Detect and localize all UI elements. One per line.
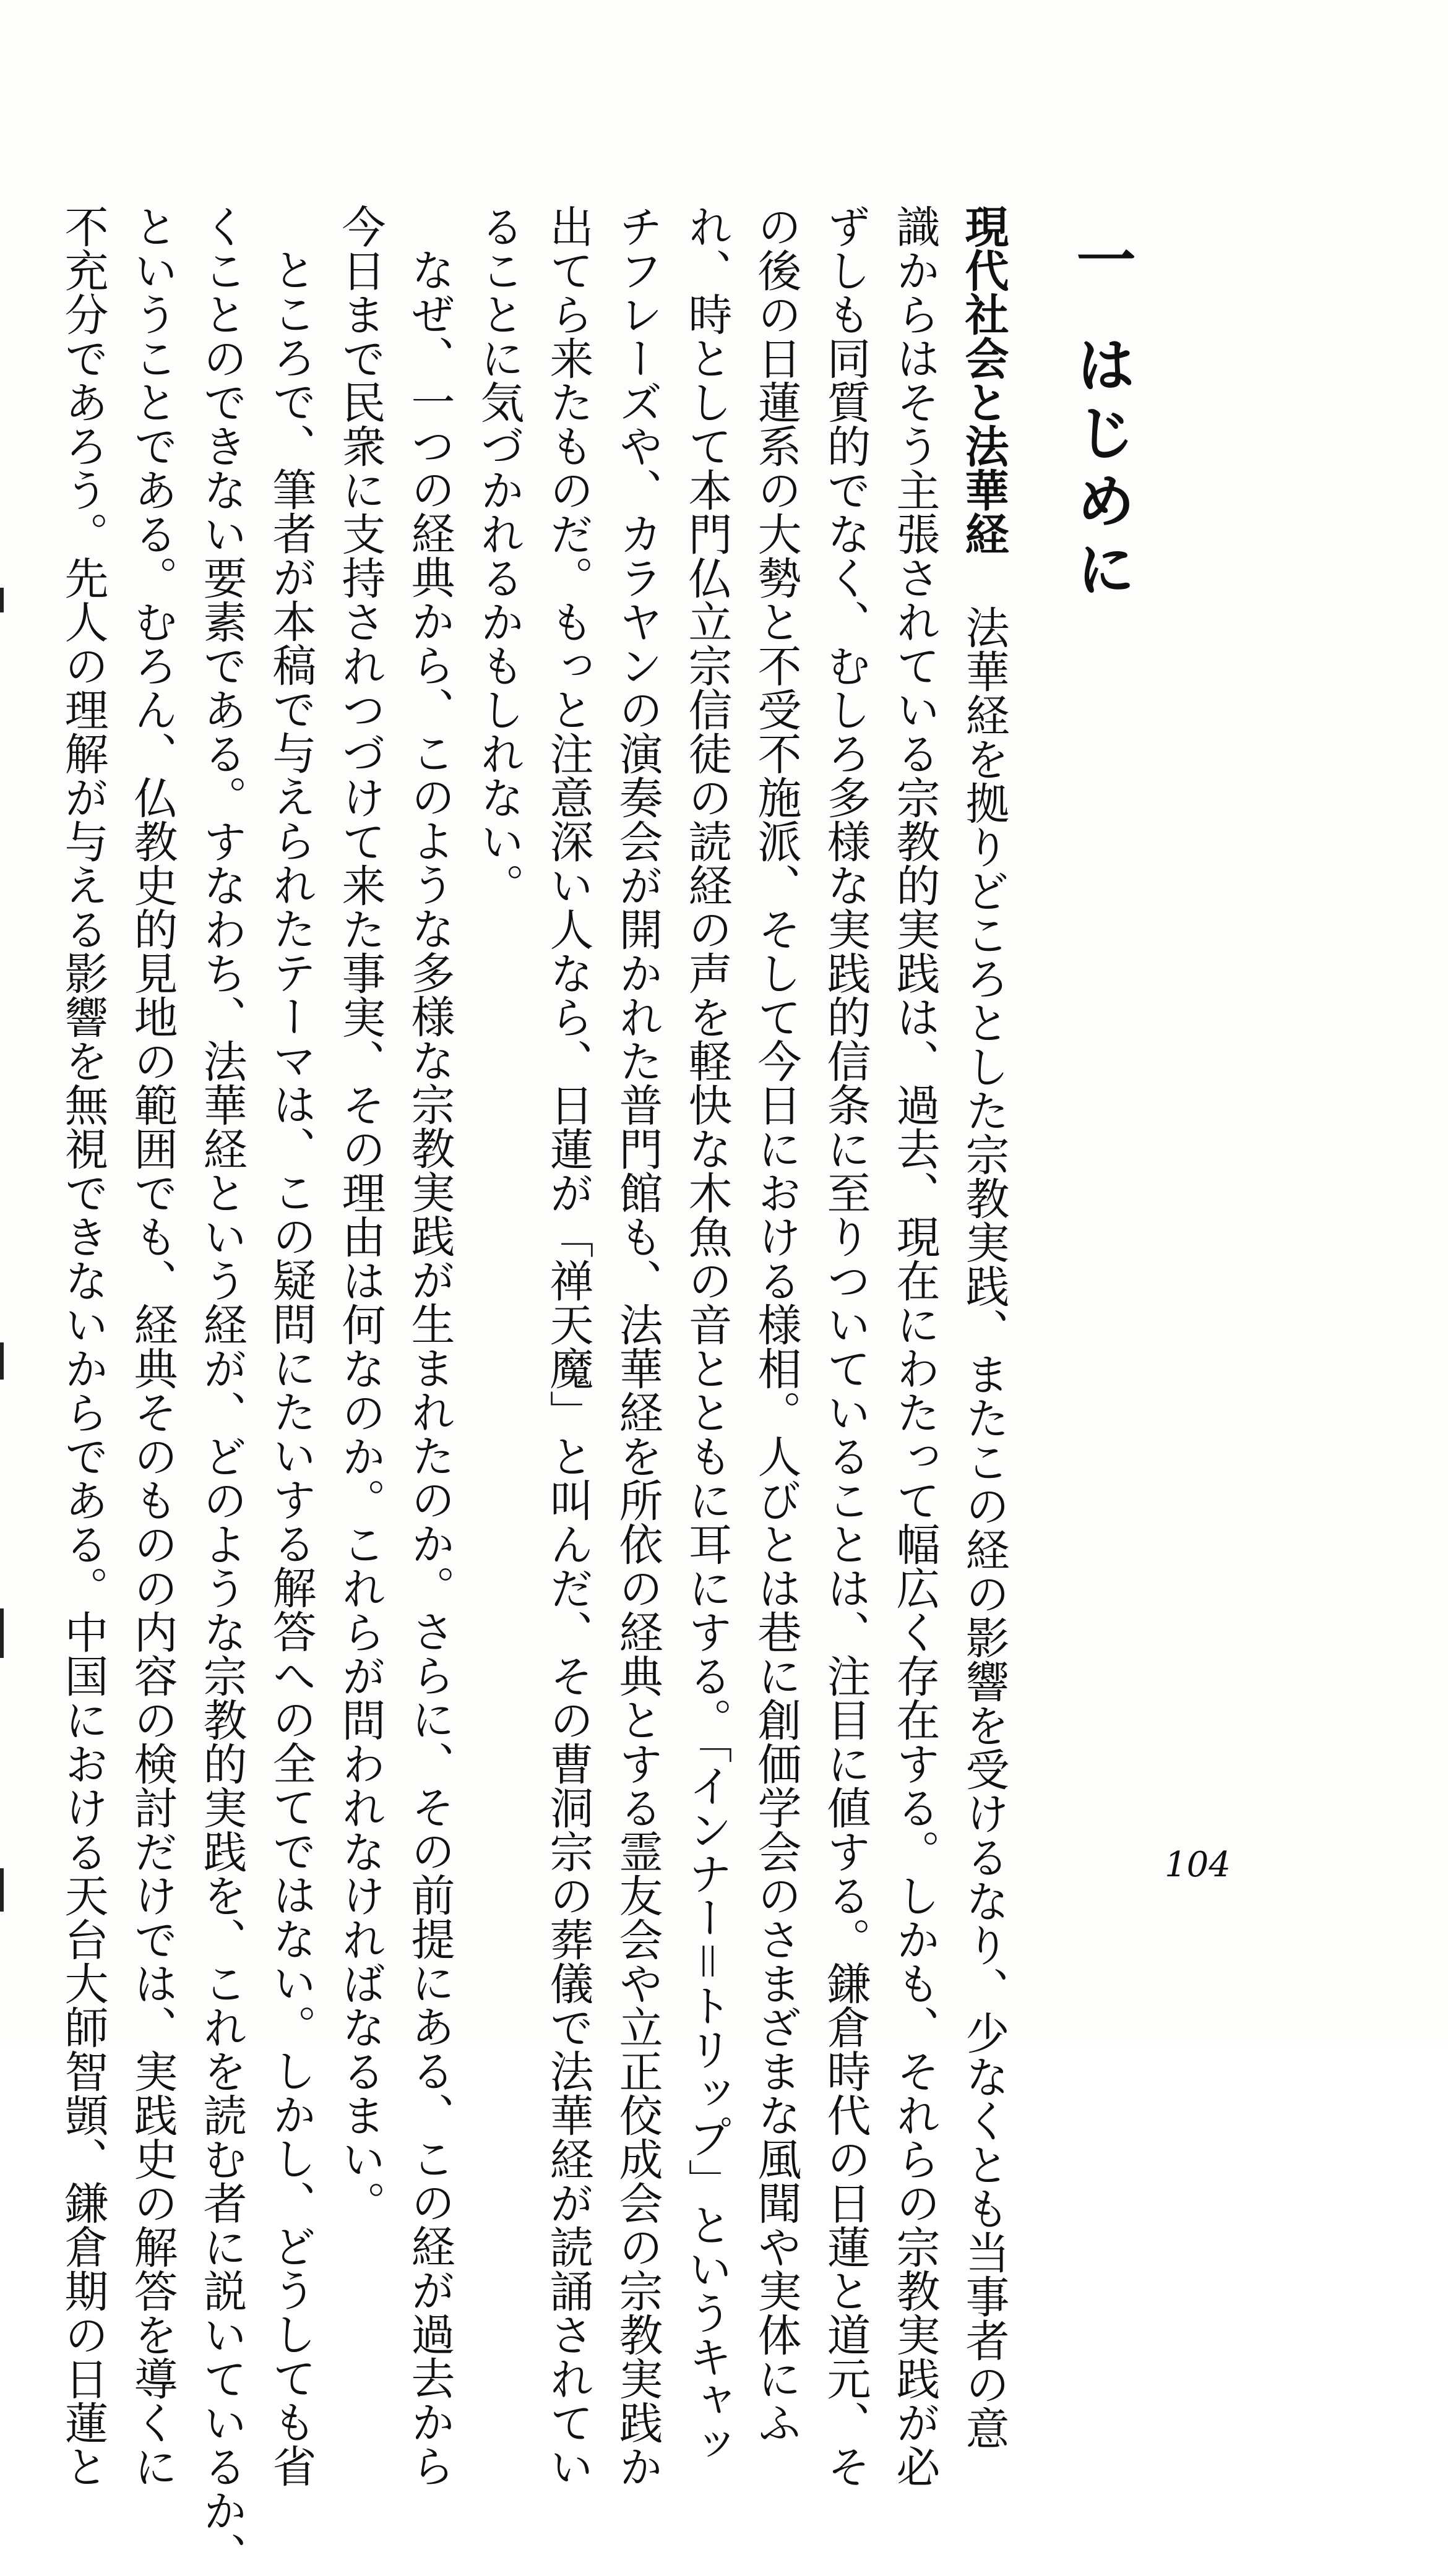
- text-line: ということである。むろん、仏教史的見地の範囲でも、経典そのものの内容の検討だけでは、実践史の解答を導くに: [127, 204, 178, 2488]
- text-line: ところで、筆者が本稿で与えられたテーマは、この疑問にたいする解答への全てではない。しかし、どうしても省: [265, 247, 317, 2488]
- text-line: の後の日蓮系の大勢と不受不施派、そして今日における様相。人びとは巷に創価学会のさまざまな風聞や実体にふ: [751, 204, 802, 2444]
- scan-edge-mark: [0, 1868, 4, 1912]
- body-column-6: [606, 204, 668, 2488]
- chapter-heading: [1064, 229, 1139, 606]
- text-line: 識からはそう主張されている宗教的実践は、過去、現在にわたって幅広く存在する。しかも、それらの宗教実践が必: [889, 204, 941, 2488]
- body-column-8: [468, 204, 530, 907]
- body-column-5: [676, 204, 738, 2467]
- page-number: 104: [1165, 1845, 1231, 1885]
- text-line: 法華経を拠りどころとした宗教実践、またこの経の影響を受けるなり、少なくとも当事者の意: [959, 605, 1010, 2450]
- text-line: 今日まで民衆に支持されつづけて来た事実、その理由は何なのか。これらが問われなければなるまい。: [335, 204, 386, 2225]
- body-column-7: [537, 204, 599, 2488]
- text-line: チフレーズや、カラヤンの演奏会が開かれた普門館も、法華経を所依の経典とする霊友会や立正佼成会の宗教実践か: [612, 204, 663, 2488]
- text-line: 不充分であろう。先人の理解が与える影響を無視できないからである。中国における天台大師智顗、鎌倉期の日蓮と: [58, 204, 109, 2488]
- body-column-1: [953, 204, 1015, 2450]
- body-column-4: [745, 204, 807, 2444]
- section-title: 現代社会と法華経: [958, 204, 1010, 556]
- body-column-9: [399, 247, 460, 2488]
- body-column-11: [260, 247, 322, 2488]
- scan-edge-mark: [0, 1342, 4, 1380]
- text-line: ずしも同質的でなく、むしろ多様な実践的信条に至りついていることは、注目に値する。鎌倉時代の日蓮と道元、そ: [820, 204, 871, 2488]
- text-line: なぜ、一つの経典から、このような多様な宗教実践が生まれたのか。さらに、その前提にある、この経が過去から: [404, 247, 455, 2488]
- text-line: くことのできない要素である。すなわち、法華経という経が、どのような宗教的実践を、これを読む者に説いているか、: [196, 204, 248, 2576]
- text-line: ることに気づかれるかもしれない。: [473, 204, 525, 907]
- text-line: 出てら来たものだ。もっと注意深い人なら、日蓮が「禅天魔」と叫んだ、その曹洞宗の葬儀で法華経が読誦されてい: [543, 204, 594, 2488]
- scan-edge-mark: [0, 588, 4, 612]
- body-column-13: [121, 204, 183, 2488]
- body-column-3: [814, 204, 876, 2488]
- text-line: れ、時として本門仏立宗信徒の読経の声を軽快な木魚の音とともに耳にする。「インナー＝トリップ」というキャッ: [681, 204, 733, 2467]
- body-column-14: [52, 204, 114, 2488]
- body-column-2: [884, 204, 946, 2488]
- scan-edge-mark: [0, 1608, 4, 1658]
- body-column-12: [191, 204, 252, 2576]
- body-column-10: [329, 204, 391, 2225]
- chapter-number: 一: [1067, 229, 1137, 297]
- chapter-title: はじめに: [1067, 334, 1137, 606]
